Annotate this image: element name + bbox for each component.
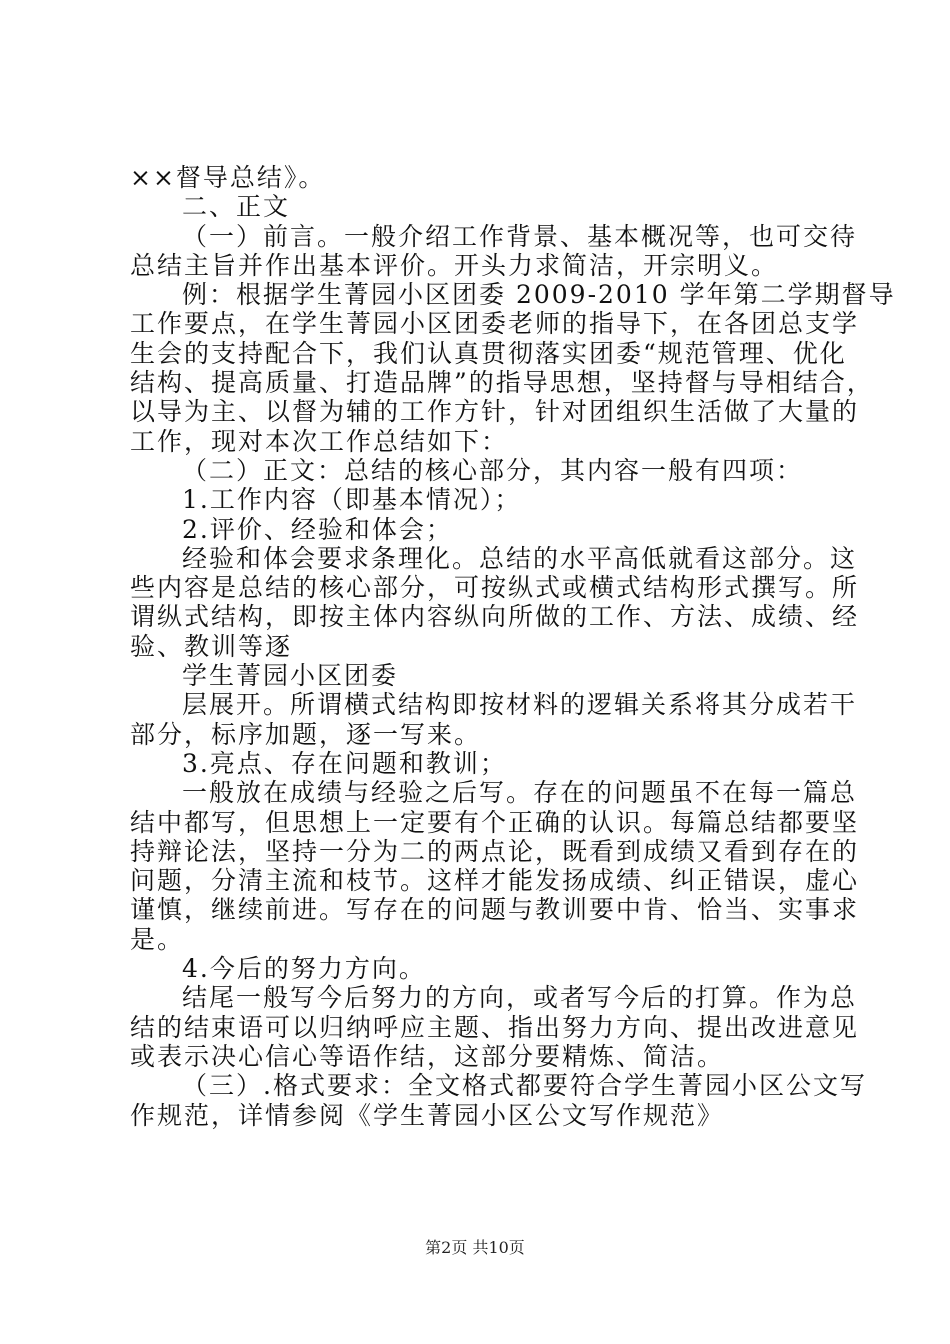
- text-line: 3.亮点、存在问题和教训；: [182, 748, 507, 778]
- text-line: ××督导总结》。: [130, 163, 326, 192]
- text-line: 4.今后的努力方向。: [182, 954, 426, 984]
- document-body: [130, 163, 896, 1130]
- text-line: 作规范，详情参阅《学生菁园小区公文写作规范》: [130, 1100, 725, 1130]
- text-line: 持辩论法，坚持一分为二的两点论，既看到成绩又看到存在的: [130, 836, 860, 866]
- text-line: 结中都写，但思想上一定要有个正确的认识。每篇总结都要坚: [130, 807, 860, 837]
- text-line: 以导为主、以督为辅的工作方针，针对团组织生活做了大量的: [130, 397, 860, 427]
- text-line: （一）前言。一般介绍工作背景、基本概况等，也可交待: [182, 221, 858, 251]
- text-line: 例：根据学生菁园小区团委 2009-2010 学年第二学期督导: [182, 280, 896, 310]
- text-line: 1.工作内容（即基本情况）；: [182, 485, 522, 515]
- text-line: 结尾一般写今后努力的方向，或者写今后的打算。作为总: [182, 983, 858, 1013]
- text-line: 2.评价、经验和体会；: [182, 514, 453, 544]
- text-line: （三）.格式要求：全文格式都要符合学生菁园小区公文写: [182, 1071, 867, 1101]
- text-line: 部分，标序加题，逐一写来。: [130, 719, 482, 749]
- page-footer: 第2页 共10页: [425, 1238, 525, 1257]
- text-line: 谨慎，继续前进。写存在的问题与教训要中肯、恰当、实事求: [130, 895, 860, 925]
- text-line: （二）正文：总结的核心部分，其内容一般有四项：: [182, 455, 804, 485]
- text-line: 生会的支持配合下，我们认真贯彻落实团委“规范管理、优化: [130, 338, 847, 368]
- text-line: 一般放在成绩与经验之后写。存在的问题虽不在每一篇总: [182, 778, 858, 808]
- text-line: 问题，分清主流和枝节。这样才能发扬成绩、纠正错误，虚心: [130, 866, 860, 896]
- text-line: 层展开。所谓横式结构即按材料的逻辑关系将其分成若干: [182, 690, 858, 720]
- text-line: 或表示决心信心等语作结，这部分要精炼、简洁。: [130, 1041, 725, 1071]
- text-line: 结构、提高质量、打造品牌”的指导思想，坚持督与导相结合，: [130, 368, 874, 398]
- text-line: 些内容是总结的核心部分，可按纵式或横式结构形式撰写。所: [130, 573, 860, 603]
- text-line: 是。: [130, 924, 185, 954]
- text-line: 二、正文: [182, 192, 291, 222]
- text-line: 谓纵式结构，即按主体内容纵向所做的工作、方法、成绩、经: [130, 602, 860, 632]
- text-line: 总结主旨并作出基本评价。开头力求简洁，开宗明义。: [130, 250, 779, 280]
- text-line: 学生菁园小区团委: [182, 661, 399, 691]
- text-line: 工作要点，在学生菁园小区团委老师的指导下，在各团总支学: [130, 309, 860, 339]
- text-line: 验、教训等逐: [130, 631, 293, 661]
- text-line: 结的结束语可以归纳呼应主题、指出努力方向、提出改进意见: [130, 1012, 860, 1042]
- text-line: 经验和体会要求条理化。总结的水平高低就看这部分。这: [182, 543, 858, 573]
- text-line: 工作，现对本次工作总结如下：: [130, 426, 509, 456]
